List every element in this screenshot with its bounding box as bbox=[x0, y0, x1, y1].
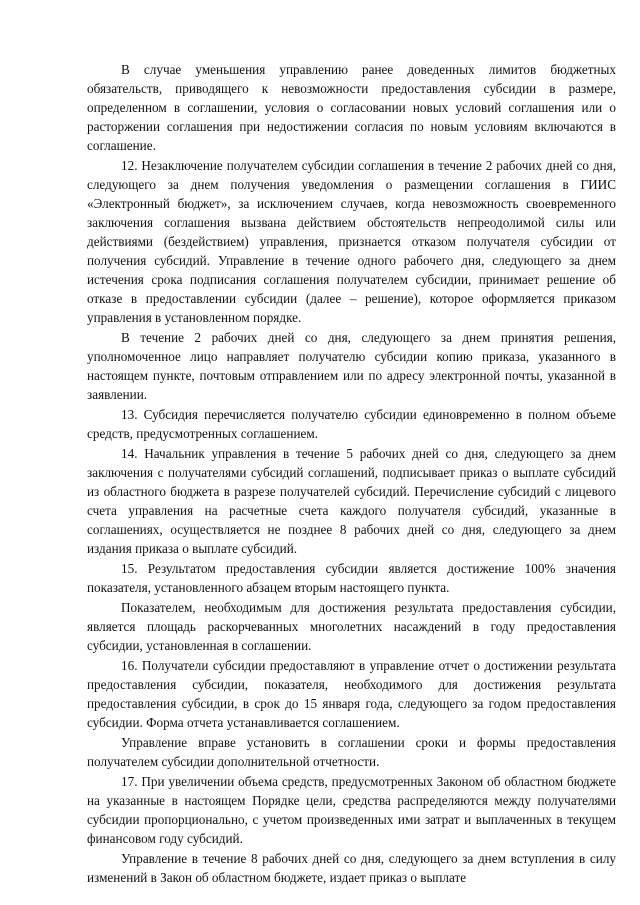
paragraph-budget-limits: В случае уменьшения управлению ранее доведенных лимитов бюджетных обязательств, приводящего к невозможности предоставления субсидии в размере, определенном в соглашении, условия о согласовании новых условий соглашения или о расторжении соглашения при недостижении согласия по новым условиям включаются в соглашение. bbox=[87, 62, 616, 153]
paragraph-indicator: Показателем, необходимым для достижения результата предоставления субсидии, является площадь раскорчеванных многолетних насаждений в году предоставления субсидии, установленная в соглашении. bbox=[87, 600, 616, 653]
paragraph-item-14: 14. Начальник управления в течение 5 рабочих дней со дня, следующего за днем заключения с получателями субсидий соглашений, подписывает приказ о выплате субсидий из областного бюджета в разрезе получателей субсидий. Перечисление субсидий с лицевого счета управления на расчетные счета каждого получателя субсидий, указанные в соглашениях, осуществляется не позднее 8 рабочих дней со дня, следующего за днем издания приказа о выплате субсидий. bbox=[87, 446, 616, 556]
paragraph-item-13: 13. Субсидия перечисляется получателю субсидии единовременно в полном объеме средств, предусмотренных соглашением. bbox=[87, 407, 616, 441]
paragraph-notice-copy: В течение 2 рабочих дней со дня, следующего за днем принятия решения, уполномоченное лицо направляет получателю субсидии копию приказа, указанного в настоящем пункте, почтовым отправлением или по адресу электронной почты, указанной в заявлении. bbox=[87, 330, 616, 402]
paragraph-order-issuance: Управление в течение 8 рабочих дней со дня, следующего за днем вступления в силу изменений в Закон об областном бюджете, издает приказ о выплате bbox=[87, 851, 616, 885]
paragraph-item-12: 12. Незаключение получателем субсидии соглашения в течение 2 рабочих дней со дня, следующего за днем получения уведомления о размещении соглашения в ГИИС «Электронный бюджет», за исключением случаев, когда невозможность своевременного заключения соглашения вызвана действием обстоятельств непреодолимой силы или действиями (бездействием) управления, признается отказом получателя субсидии от получения субсидий. Управление в течение одного рабочего дня, следующего за днем истечения срока подписания соглашения получателем субсидии, принимает решение об отказе в предоставлении субсидии (далее – решение), которое оформляется приказом управления в установленном порядке. bbox=[87, 158, 616, 325]
paragraph-item-15: 15. Результатом предоставления субсидии является достижение 100% значения показателя, установленного абзацем вторым настоящего пункта. bbox=[87, 561, 616, 595]
paragraph-item-17: 17. При увеличении объема средств, предусмотренных Законом об областном бюджете на указанные в настоящем Порядке цели, средства распределяются между получателями субсидии пропорционально, с учетом произведенных ими затрат и выплаченных в текущем финансовом году субсидий. bbox=[87, 774, 616, 846]
paragraph-item-16: 16. Получатели субсидии предоставляют в управление отчет о достижении результата предоставления субсидии, показателя, необходимого для достижения результата предоставления субсидии, в срок до 15 января года, следующего за годом предоставления субсидии. Форма отчета устанавливается соглашением. bbox=[87, 658, 616, 730]
paragraph-additional-reporting: Управление вправе установить в соглашении сроки и формы предоставления получателем субсидии дополнительной отчетности. bbox=[87, 735, 616, 769]
